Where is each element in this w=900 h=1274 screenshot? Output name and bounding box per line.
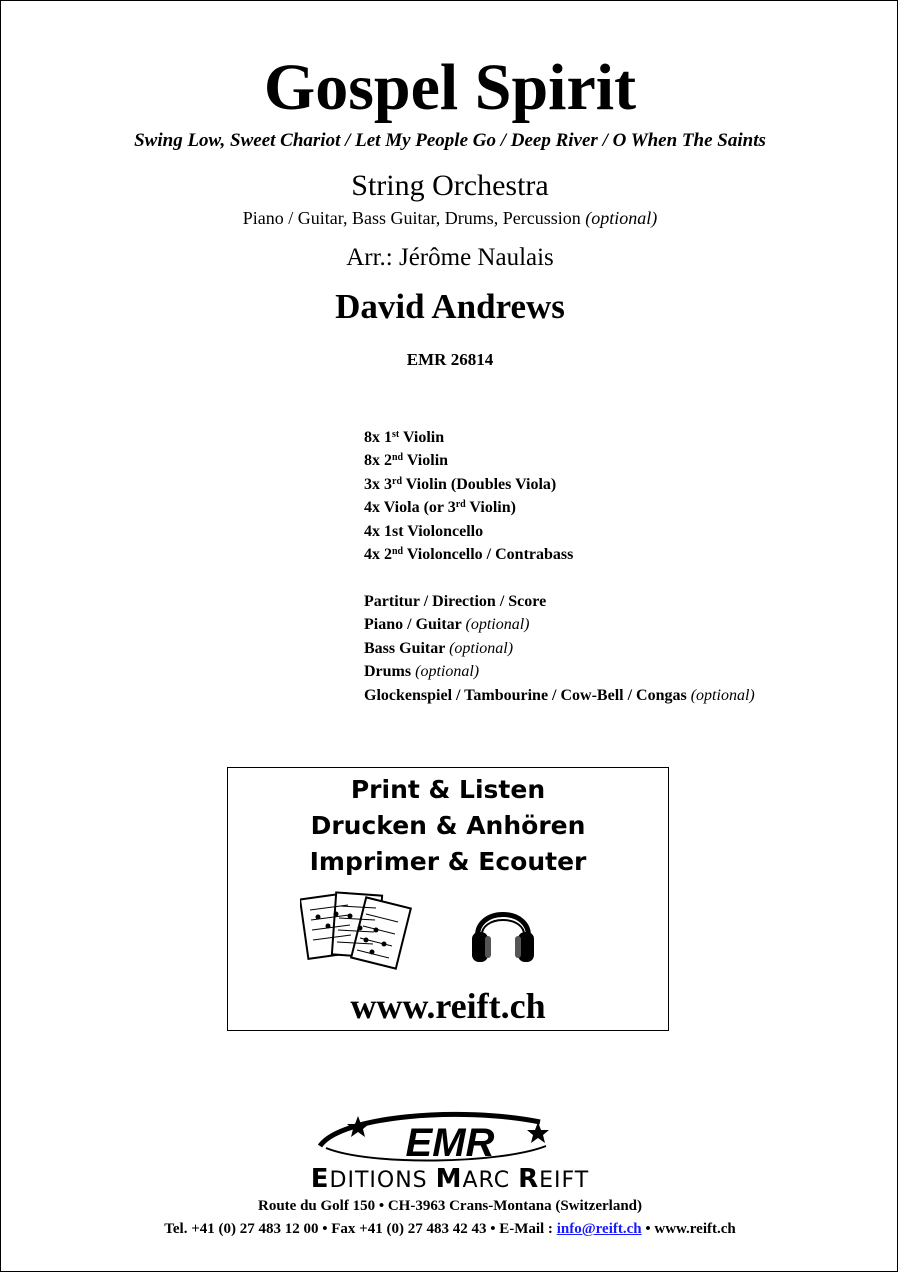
instrumentation xyxy=(0,206,900,230)
part-item: Piano / Guitar (optional) xyxy=(364,616,530,634)
part-item: 4x 2nd Violoncello / Contrabass xyxy=(364,546,574,564)
subtitle: Swing Low, Sweet Chariot / Let My People Go / Deep River / O When The Saints xyxy=(134,130,766,151)
promo-line-en: Print & Listen xyxy=(350,775,546,804)
logo-text: EMR xyxy=(405,1121,495,1165)
part-item: Partitur / Direction / Score xyxy=(364,593,547,610)
composer: David Andrews xyxy=(335,287,565,326)
promo-website[interactable]: www.reift.ch xyxy=(350,986,546,1026)
part-item: 4x 1st Violoncello xyxy=(364,522,484,540)
part-item: Bass Guitar (optional) xyxy=(364,639,514,657)
instrumentation-optional: (optional) xyxy=(585,208,658,228)
publisher-name: EDITIONS MARC REIFT xyxy=(310,1164,590,1194)
other-parts-list xyxy=(364,590,755,707)
part-item: 8x 2nd Violin xyxy=(364,452,449,470)
catalog-number: EMR 26814 xyxy=(406,350,494,369)
part-item: 3x 3rd Violin (Doubles Viola) xyxy=(364,475,557,493)
ensemble: String Orchestra xyxy=(351,169,549,202)
part-item: 4x Viola (or 3rd Violin) xyxy=(364,499,516,517)
part-item: Glockenspiel / Tambourine / Cow-Bell / Congas (optional) xyxy=(364,686,755,704)
part-item: Drums (optional) xyxy=(364,663,480,681)
arranger: Arr.: Jérôme Naulais xyxy=(346,244,554,271)
print-listen-box[interactable] xyxy=(227,767,669,1031)
instrumentation-main: Piano / Guitar, Bass Guitar, Drums, Percussion xyxy=(242,208,581,228)
promo-line-fr: Imprimer & Ecouter xyxy=(309,847,587,876)
publisher-address: Route du Golf 150 • CH-3963 Crans-Montana (Switzerland) xyxy=(258,1198,642,1214)
page-title: Gospel Spirit xyxy=(263,51,637,124)
publisher-contact: Tel. +41 (0) 27 483 12 00 • Fax +41 (0) 27 483 42 43 • E-Mail : info@reift.ch • www.reift.ch xyxy=(164,1221,736,1237)
headphones-icon xyxy=(468,892,538,970)
sheet-music-icon xyxy=(300,890,412,972)
part-item: 8x 1st Violin xyxy=(364,429,445,446)
promo-line-de: Drucken & Anhören xyxy=(310,811,586,840)
emr-logo xyxy=(310,1108,590,1168)
string-parts-list xyxy=(364,426,573,566)
email-link[interactable]: info@reift.ch xyxy=(556,1221,642,1237)
